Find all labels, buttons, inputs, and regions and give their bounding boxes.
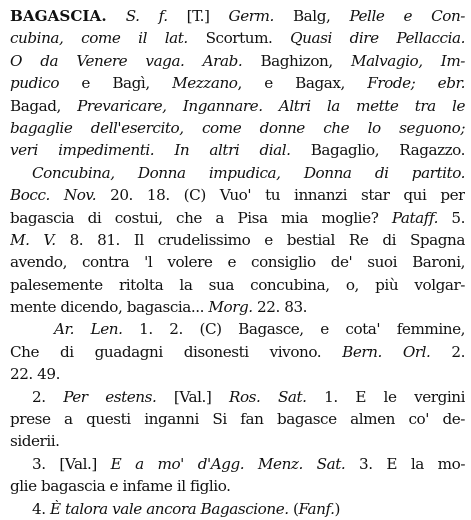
text-segment: Bagad, [10, 96, 78, 115]
text-segment: e Bagì, [59, 74, 173, 93]
italic-segment: M. V. [10, 230, 56, 249]
text-segment: 5. [437, 208, 465, 227]
entry-line [10, 498, 465, 520]
entry-line [10, 207, 465, 229]
italic-segment: Bocc. Nov. [10, 186, 97, 205]
text-segment: , e Bagax, [237, 74, 368, 93]
entry-line [10, 296, 465, 318]
italic-segment: S. f. [125, 7, 168, 25]
italic-segment: Prevaricare, Ingannare. Altri la mette tra le [77, 96, 465, 115]
entry-line [10, 341, 465, 363]
italic-segment: Germ. [228, 7, 274, 25]
italic-segment: Concubina, Donna impudica, Donna di partito. [32, 163, 465, 182]
entry-line [10, 386, 465, 408]
italic-segment: cubina, come il lat. [10, 29, 188, 48]
italic-segment: Pelle e Con- [349, 7, 465, 25]
text-segment: Baghizon, [242, 51, 351, 70]
entry-line [10, 184, 465, 206]
text-segment: 8. 81. Il crudelissimo e bestial Re di Spagna [55, 230, 465, 249]
text-segment: [T.] [167, 7, 229, 25]
text-segment: ) [334, 499, 340, 518]
entry-line [10, 318, 465, 340]
italic-segment: Frode; ebr. [367, 74, 465, 93]
italic-segment: E a mo' d'Agg. Menz. Sat. [110, 454, 346, 473]
entry-line [10, 162, 465, 184]
entry-line [10, 251, 465, 273]
text-segment: 3. [Val.] [32, 454, 111, 473]
text-segment: Bagaglio, Ragazzo. [290, 141, 465, 160]
text-segment: 22. 49. [10, 365, 60, 384]
text-segment: siderii. [10, 432, 60, 451]
italic-segment: È talora vale ancora Bagascione. [49, 499, 289, 518]
text-segment: palesemente ritolta la sua concubina, o, più volgar- [10, 275, 465, 294]
italic-segment: Malvagio, Im- [350, 51, 465, 70]
text-segment: 2. [430, 342, 465, 361]
text-segment: Balg, [273, 7, 350, 25]
text-segment: [Val.] [156, 387, 229, 406]
text-segment: 20. 18. (C) Vuo' tu innanzi star qui per [96, 186, 465, 205]
text-segment [107, 7, 126, 25]
italic-segment: Pataff. [391, 208, 438, 227]
italic-segment: veri impedimenti. In altri dial. [10, 141, 291, 160]
text-segment: 22. 83. [252, 298, 308, 317]
italic-segment: Quasi dire Pellaccia. [290, 29, 465, 48]
text-segment: bagascia di costui, che a Pisa mia moglie? [10, 208, 392, 227]
entry-line [10, 274, 465, 296]
text-segment: avendo, contra 'l volere e consiglio de' suoi Baroni, [10, 253, 465, 272]
entry-line [10, 229, 465, 251]
entry-line [10, 408, 465, 430]
entry-line [10, 430, 465, 452]
text-segment: 2. [32, 387, 64, 406]
text-segment: 1. E le vergini [306, 387, 465, 406]
text-segment: mente dicendo, bagascia... [10, 298, 209, 317]
text-segment: Scortum. [187, 29, 291, 48]
italic-segment: pudico [10, 74, 60, 93]
entry-line [10, 363, 465, 385]
entry-line [10, 5, 465, 27]
entry-line [10, 453, 465, 475]
entry-line [10, 95, 465, 117]
italic-segment: Fanf. [298, 499, 335, 518]
text-segment: 1. 2. (C) Bagasce, e cota' femmine, [122, 320, 465, 339]
entry-line [10, 139, 465, 161]
text-segment: 3. E la mo- [345, 454, 465, 473]
italic-segment: Bern. Orl. [342, 342, 431, 361]
entry-line [10, 72, 465, 94]
entry-line [10, 50, 465, 72]
headword: BAGASCIA. [10, 7, 107, 25]
entry-line [10, 475, 465, 497]
text-segment: glie bagascia e infame il figlio. [10, 477, 231, 496]
text-segment: prese a questi inganni Si fan bagasce almen co' de- [10, 410, 465, 429]
italic-segment: O da Venere vaga. Arab. [10, 51, 243, 70]
italic-segment: Mezzano [172, 74, 238, 93]
text-segment: ( [288, 499, 299, 518]
text-segment: Che di guadagni disonesti vivono. [10, 342, 343, 361]
text-segment: 4. [32, 499, 50, 518]
italic-segment: Ar. Len. [54, 320, 123, 339]
entry-line [10, 117, 465, 139]
italic-segment: Morg. [208, 298, 253, 317]
italic-segment: Per estens. [63, 387, 157, 406]
italic-segment: Ros. Sat. [228, 387, 307, 406]
entry-line [10, 27, 465, 49]
italic-segment: bagaglie dell'esercito, come donne che lo seguono; [10, 118, 465, 137]
